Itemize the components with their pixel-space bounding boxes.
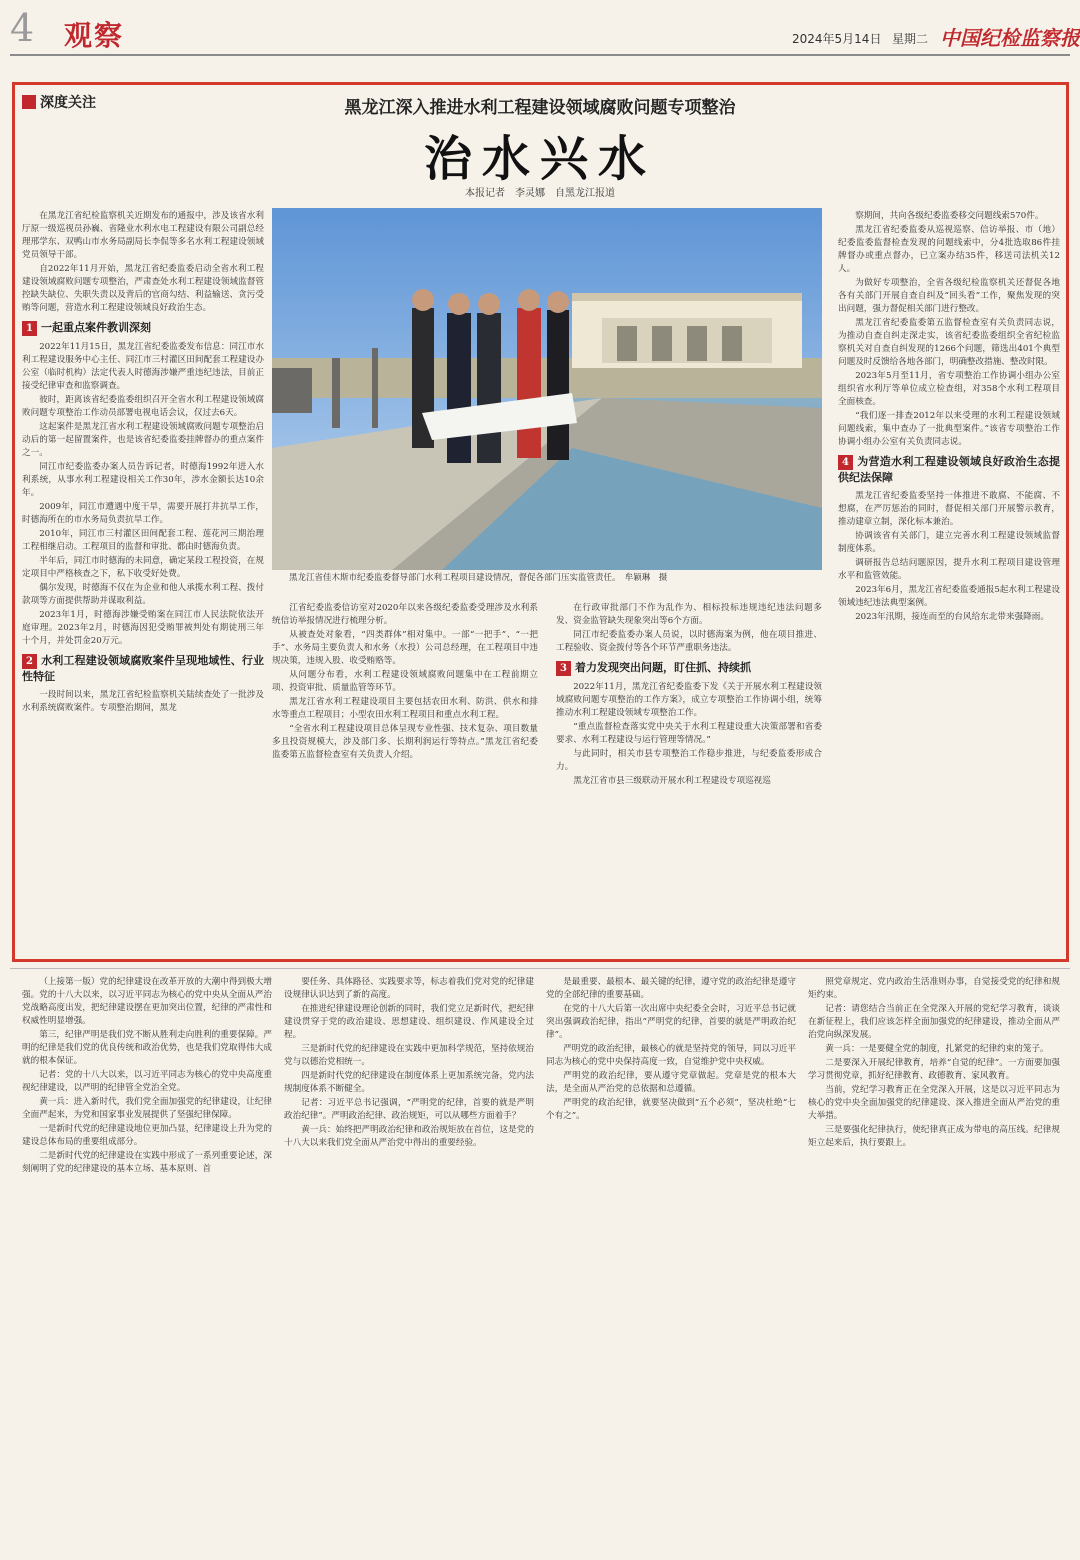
paragraph: 江省纪委监委信访室对2020年以来各级纪委监委受理涉及水利系统信访举报情况进行梳理分析。 [272, 603, 538, 626]
paragraph: 黄一兵：始终把严明政治纪律和政治规矩放在首位，这是党的十八大以来我们党全面从严治党中得出的重要经验。 [284, 1125, 534, 1148]
paragraph: 黑龙江省水利工程建设项目主要包括农田水利、防洪、供水和排水等重点工程项目；小型农田水利工程项目和重点水利工程。 [272, 697, 538, 720]
paragraph: 严明党的政治纪律，最核心的就是坚持党的领导，同以习近平同志为核心的党中央保持高度一致，自觉维护党中央权威。 [546, 1044, 796, 1067]
paragraph: 当前，党纪学习教育正在全党深入开展，这是以习近平同志为核心的党中央全面加强党的纪律建设、深入推进全面从严治党的重大举措。 [808, 1085, 1060, 1121]
section-heading-4 [838, 454, 1060, 485]
section-heading-2 [22, 653, 264, 684]
paragraph: 2010年，同江市三村灌区田间配套工程、莲花河三期治理工程相继启动。工程项目的监督和审批、都由时德海负责。 [22, 529, 264, 552]
paragraph: 一段时间以来，黑龙江省纪检监察机关陆续查处了一批涉及水利系统腐败案件。专项整治期间，黑龙 [22, 690, 264, 713]
paragraph: 一是新时代党的纪律建设地位更加凸显，纪律建设上升为党的建设总体布局的重要组成部分。 [22, 1124, 272, 1147]
paragraph: （上接第一版）党的纪律建设在改革开放的大潮中得到极大增强。党的十八大以来，以习近平同志为核心的党中央从全面从严治党战略高度出发，把纪律建设摆在更加突出位置，纪律的严肃性和权威性明显增强。 [22, 977, 272, 1026]
section-number: 1 [22, 321, 37, 336]
paragraph: 2009年，同江市遭遇中度干旱，需要开展打井抗旱工作，时德海所在的市水务局负责抗旱工作。 [22, 502, 264, 525]
lower-column-1 [22, 976, 272, 1554]
paragraph: 记者：党的十八大以来，以习近平同志为核心的党中央高度重视纪律建设，以严明的纪律管全党治全党。 [22, 1070, 272, 1093]
paragraph: “我们逐一排查2012年以来受理的水利工程建设领域问题线索，集中查办了一批典型案件。”该省专项整治工作协调小组办公室有关负责同志说。 [838, 411, 1060, 447]
masthead-rule [10, 54, 1070, 56]
page-number: 4 [10, 6, 35, 50]
paragraph: 同江市纪委监委办案人员说，以时德海案为例，他在项目推进、工程验收、资金拨付等各个环节严重职务违法。 [556, 630, 822, 653]
feature-column-1 [22, 210, 264, 956]
paragraph: 三是新时代党的纪律建设在实践中更加科学规范，坚持依规治党与以德治党相统一。 [284, 1044, 534, 1067]
issue-weekday: 星期二 [892, 32, 929, 46]
paragraph: 三是要强化纪律执行，使纪律真正成为带电的高压线。纪律规矩立起来后，执行要跟上。 [808, 1125, 1060, 1148]
paragraph: 偶尔发现，时德海不仅在为企业和他人承揽水利工程、拨付款项等方面提供帮助并谋取利益。 [22, 583, 264, 606]
paragraph: 严明党的政治纪律，就要坚决做到“五个必须”，坚决杜绝“七个有之”。 [546, 1098, 796, 1121]
feature-photo [272, 208, 822, 570]
paragraph: 黑龙江省市县三级联动开展水利工程建设专项巡视巡 [573, 776, 771, 786]
paragraph: 要任务、具体路径、实践要求等，标志着我们党对党的纪律建设规律认识达到了新的高度。 [284, 977, 534, 1000]
lower-column-3 [546, 976, 796, 1554]
paragraph: 2022年11月，黑龙江省纪委监委下发《关于开展水利工程建设领域腐败问题专项整治的工作方案》，成立专项整治工作协调小组，统筹推动水利工程建设领域专项整治工作。 [556, 682, 822, 718]
paragraph: 在行政审批部门不作为乱作为、相标投标违规违纪违法问题多发、资金监管缺失现象突出等6个方面。 [556, 603, 822, 626]
masthead [0, 0, 1080, 60]
paragraph: 2022年11月15日，黑龙江省纪委监委发布信息：同江市水利工程建设服务中心主任、同江市三村灌区田间配套工程建设办公室（临时机构）法定代表人时德海涉嫌严重违纪违法，目前正接受纪律审查和监察调查。 [22, 342, 264, 391]
paragraph: “重点监督检查落实党中央关于水利工程建设重大决策部署和省委要求、水利工程建设与运行管理等情况。” [556, 722, 822, 745]
paragraph: 彼时，距离该省纪委监委组织召开全省水利工程建设领域腐败问题专项整治工作动员部署电视电话会议，仅过去6天。 [22, 395, 264, 418]
section-heading-text: 为营造水利工程建设领域良好政治生态提供纪法保障 [838, 455, 1060, 484]
paragraph: 调研报告总结问题原因，提升水利工程项目建设管理水平和监管效能。 [838, 558, 1060, 581]
paragraph: “全省水利工程建设项目总体呈现专业性强、技术复杂、项目数量多且投资规模大，涉及部门多、长期利润运行等特点。”黑龙江省纪委监委第五监督检查室有关负责人介绍。 [272, 724, 538, 760]
paragraph: 从问题分布看，水利工程建设领域腐败问题集中在工程前期立项、投资审批、质量监管等环节。 [272, 670, 538, 693]
paragraph: 为做好专项整治，全省各级纪检监察机关还督促各地各有关部门开展自查自纠及“回头看”工作，聚焦发现的突出问题，强力督促相关部门进行整改。 [838, 278, 1060, 314]
section-title: 观察 [64, 19, 125, 52]
paragraph: 这起案件是黑龙江省水利工程建设领域腐败问题专项整治启动后的第一起留置案件，也是该省纪委监委挂牌督办的重点案件之一。 [22, 422, 264, 458]
paragraph: 记者：请您结合当前正在全党深入开展的党纪学习教育，谈谈在新征程上，我们应该怎样全面加强党的纪律建设，推动全面从严治党向纵深发展。 [808, 1004, 1060, 1040]
paragraph: 严明党的政治纪律，要从遵守党章做起。党章是党的根本大法，是全面从严治党的总依据和总遵循。 [546, 1071, 796, 1094]
paper-logo: 中国纪检监察报 [940, 26, 1080, 50]
paragraph: 协调该省有关部门，建立完善水利工程建设领域监督制度体系。 [838, 531, 1060, 554]
paragraph: 黄一兵：进入新时代，我们党全面加强党的纪律建设，让纪律全面严起来，为党和国家事业发展提供了坚强纪律保障。 [22, 1097, 272, 1120]
paragraph: 黑龙江省纪委监委第五监督检查室有关负责同志说，为推动自查自纠走深走实，该省纪委监委组织全省纪检监察机关对自查自纠发现的1266个问题，筛选出401个典型问题及时反馈给各地各部门，明确整改措施、整改时限。 [838, 318, 1060, 367]
lower-column-4 [808, 976, 1060, 1554]
paragraph: 从被查处对象看，“四类群体”相对集中。一部“一把手”、“一把手”、水务局主要负责人和水务（水投）公司总经理，在工程项目中违规决策，违规入股、收受贿赂等。 [272, 630, 538, 666]
paragraph: 在党的十八大后第一次出席中央纪委全会时，习近平总书记就突出强调政治纪律，指出“严明党的纪律，首要的就是严明政治纪律”。 [546, 1004, 796, 1040]
photo-caption [272, 572, 822, 584]
byline: 本报记者 李灵娜 自黑龙江报道 [465, 188, 615, 199]
paragraph: 2023年5月至11月，省专项整治工作协调小组办公室组织省水利厅等单位成立检查组，对358个水利工程项目全面核查。 [838, 371, 1060, 407]
paragraph: 黑龙江省纪委监委坚持一体推进不敢腐、不能腐、不想腐，在严厉惩治的同时，督促相关部门开展警示教育，推动建章立制，深化标本兼治。 [838, 491, 1060, 527]
paragraph: 在黑龙江省纪检监察机关近期发布的通报中，涉及该省水利厅原一级巡视员孙巍、省隆业水利水电工程建设有限公司副总经理邢学东、双鸭山市水务局副局长李侃等多名水利工程建设领域党员领导干部。 [22, 211, 264, 260]
paragraph: 是最重要、最根本、最关键的纪律，遵守党的政治纪律是遵守党的全部纪律的重要基础。 [546, 977, 796, 1000]
section-number: 2 [22, 654, 37, 669]
feature-column-2 [272, 602, 538, 956]
paragraph: 同江市纪委监委办案人员告诉记者，时德海1992年进入水利系统，从事水利工程建设相关工作30年，涉水金额长达10余年。 [22, 462, 264, 498]
paragraph: 第三，纪律严明是我们党不断从胜利走向胜利的重要保障。严明的纪律是我们党的优良传统和政治优势，也是我们党取得伟大成就的根本保证。 [22, 1030, 272, 1066]
section-divider [10, 968, 1070, 969]
paragraph: 在推进纪律建设理论创新的同时，我们党立足新时代，把纪律建设贯穿于党的政治建设、思想建设、组织建设、作风建设全过程。 [284, 1004, 534, 1040]
paragraph: 与此同时，相关市县专项整治工作稳步推进，与纪委监委形成合力。 [556, 749, 822, 772]
paragraph: 自2022年11月开始，黑龙江省纪委监委启动全省水利工程建设领域腐败问题专项整治，严肃查处水利工程建设领域监督管控缺失缺位、失职失责以及背后的官商勾结、利益输送、贪污受贿等问题，营造水利工程建设领域良好政治生态。 [22, 264, 264, 313]
paragraph: 察期间，共向各级纪委监委移交问题线索570件。 [855, 211, 1044, 221]
paragraph: 二是要深入开展纪律教育，培养“自觉的纪律”。一方面要加强学习贯彻党章，抓好纪律教育、政德教育、家风教育。 [808, 1058, 1060, 1081]
paragraph: 半年后，同江市时德海的未同意，确定某段工程投资，在规定项目中严格核查之下，私下收受好处费。 [22, 556, 264, 579]
paragraph: 2023年汛期，接连而至的台风给东北带来强降雨。 [855, 612, 1049, 622]
section-heading-text: 着力发现突出问题，盯住抓、持续抓 [574, 661, 751, 674]
photo-credit: 牟颖琳 摄 [624, 573, 668, 583]
paragraph: 四是新时代党的纪律建设在制度体系上更加系统完备，党内法规制度体系不断健全。 [284, 1071, 534, 1094]
section-heading-1 [22, 320, 264, 336]
section-heading-text: 一起重点案件教训深刻 [40, 321, 151, 334]
feature-column-4 [838, 210, 1060, 956]
paragraph: 二是新时代党的纪律建设在实践中形成了一系列重要论述，深刻阐明了党的纪律建设的基本立场、基本原则、首 [22, 1151, 272, 1174]
section-heading-text: 水利工程建设领域腐败案件呈现地域性、行业性特征 [22, 654, 264, 683]
lower-column-2 [284, 976, 534, 1554]
kicker-label: 深度关注 [40, 95, 96, 111]
paragraph: 照党章规定、党内政治生活准则办事，自觉接受党的纪律和规矩约束。 [808, 977, 1060, 1000]
kicker [22, 92, 96, 112]
feature-column-3 [556, 602, 822, 956]
caption-text: 黑龙江省佳木斯市纪委监委督导部门水利工程项目建设情况，督促各部门压实监管责任。 [289, 573, 617, 583]
kicker-icon [22, 95, 36, 109]
paragraph: 黑龙江省纪委监委从巡视巡察、信访举报、市（地）纪委监委监督检查发现的问题线索中，分4批选取86件挂牌督办或重点督办，已立案办结35件，移送司法机关12人。 [838, 225, 1060, 274]
headline: 治水兴水 [423, 131, 656, 187]
section-number: 3 [556, 661, 571, 676]
section-heading-3 [556, 660, 822, 676]
paragraph: 黄一兵：一是要健全党的制度，扎紧党的纪律约束的笼子。 [825, 1044, 1049, 1054]
paragraph: 2023年1月，时德海涉嫌受贿案在同江市人民法院依法开庭审理。2023年2月，时德海因犯受贿罪被判处有期徒刑三年十个月，并处罚金20万元。 [22, 610, 264, 646]
paragraph: 2023年6月，黑龙江省纪委监委通报5起水利工程建设领域违纪违法典型案例。 [838, 585, 1060, 608]
paragraph: 记者：习近平总书记强调，“严明党的纪律，首要的就是严明政治纪律”。严明政治纪律、政治规矩，可以从哪些方面着手？ [284, 1098, 534, 1121]
issue-date: 2024年5月14日 [792, 32, 882, 46]
section-number: 4 [838, 455, 853, 470]
headline-subtitle: 黑龙江深入推进水利工程建设领域腐败问题专项整治 [344, 98, 736, 118]
